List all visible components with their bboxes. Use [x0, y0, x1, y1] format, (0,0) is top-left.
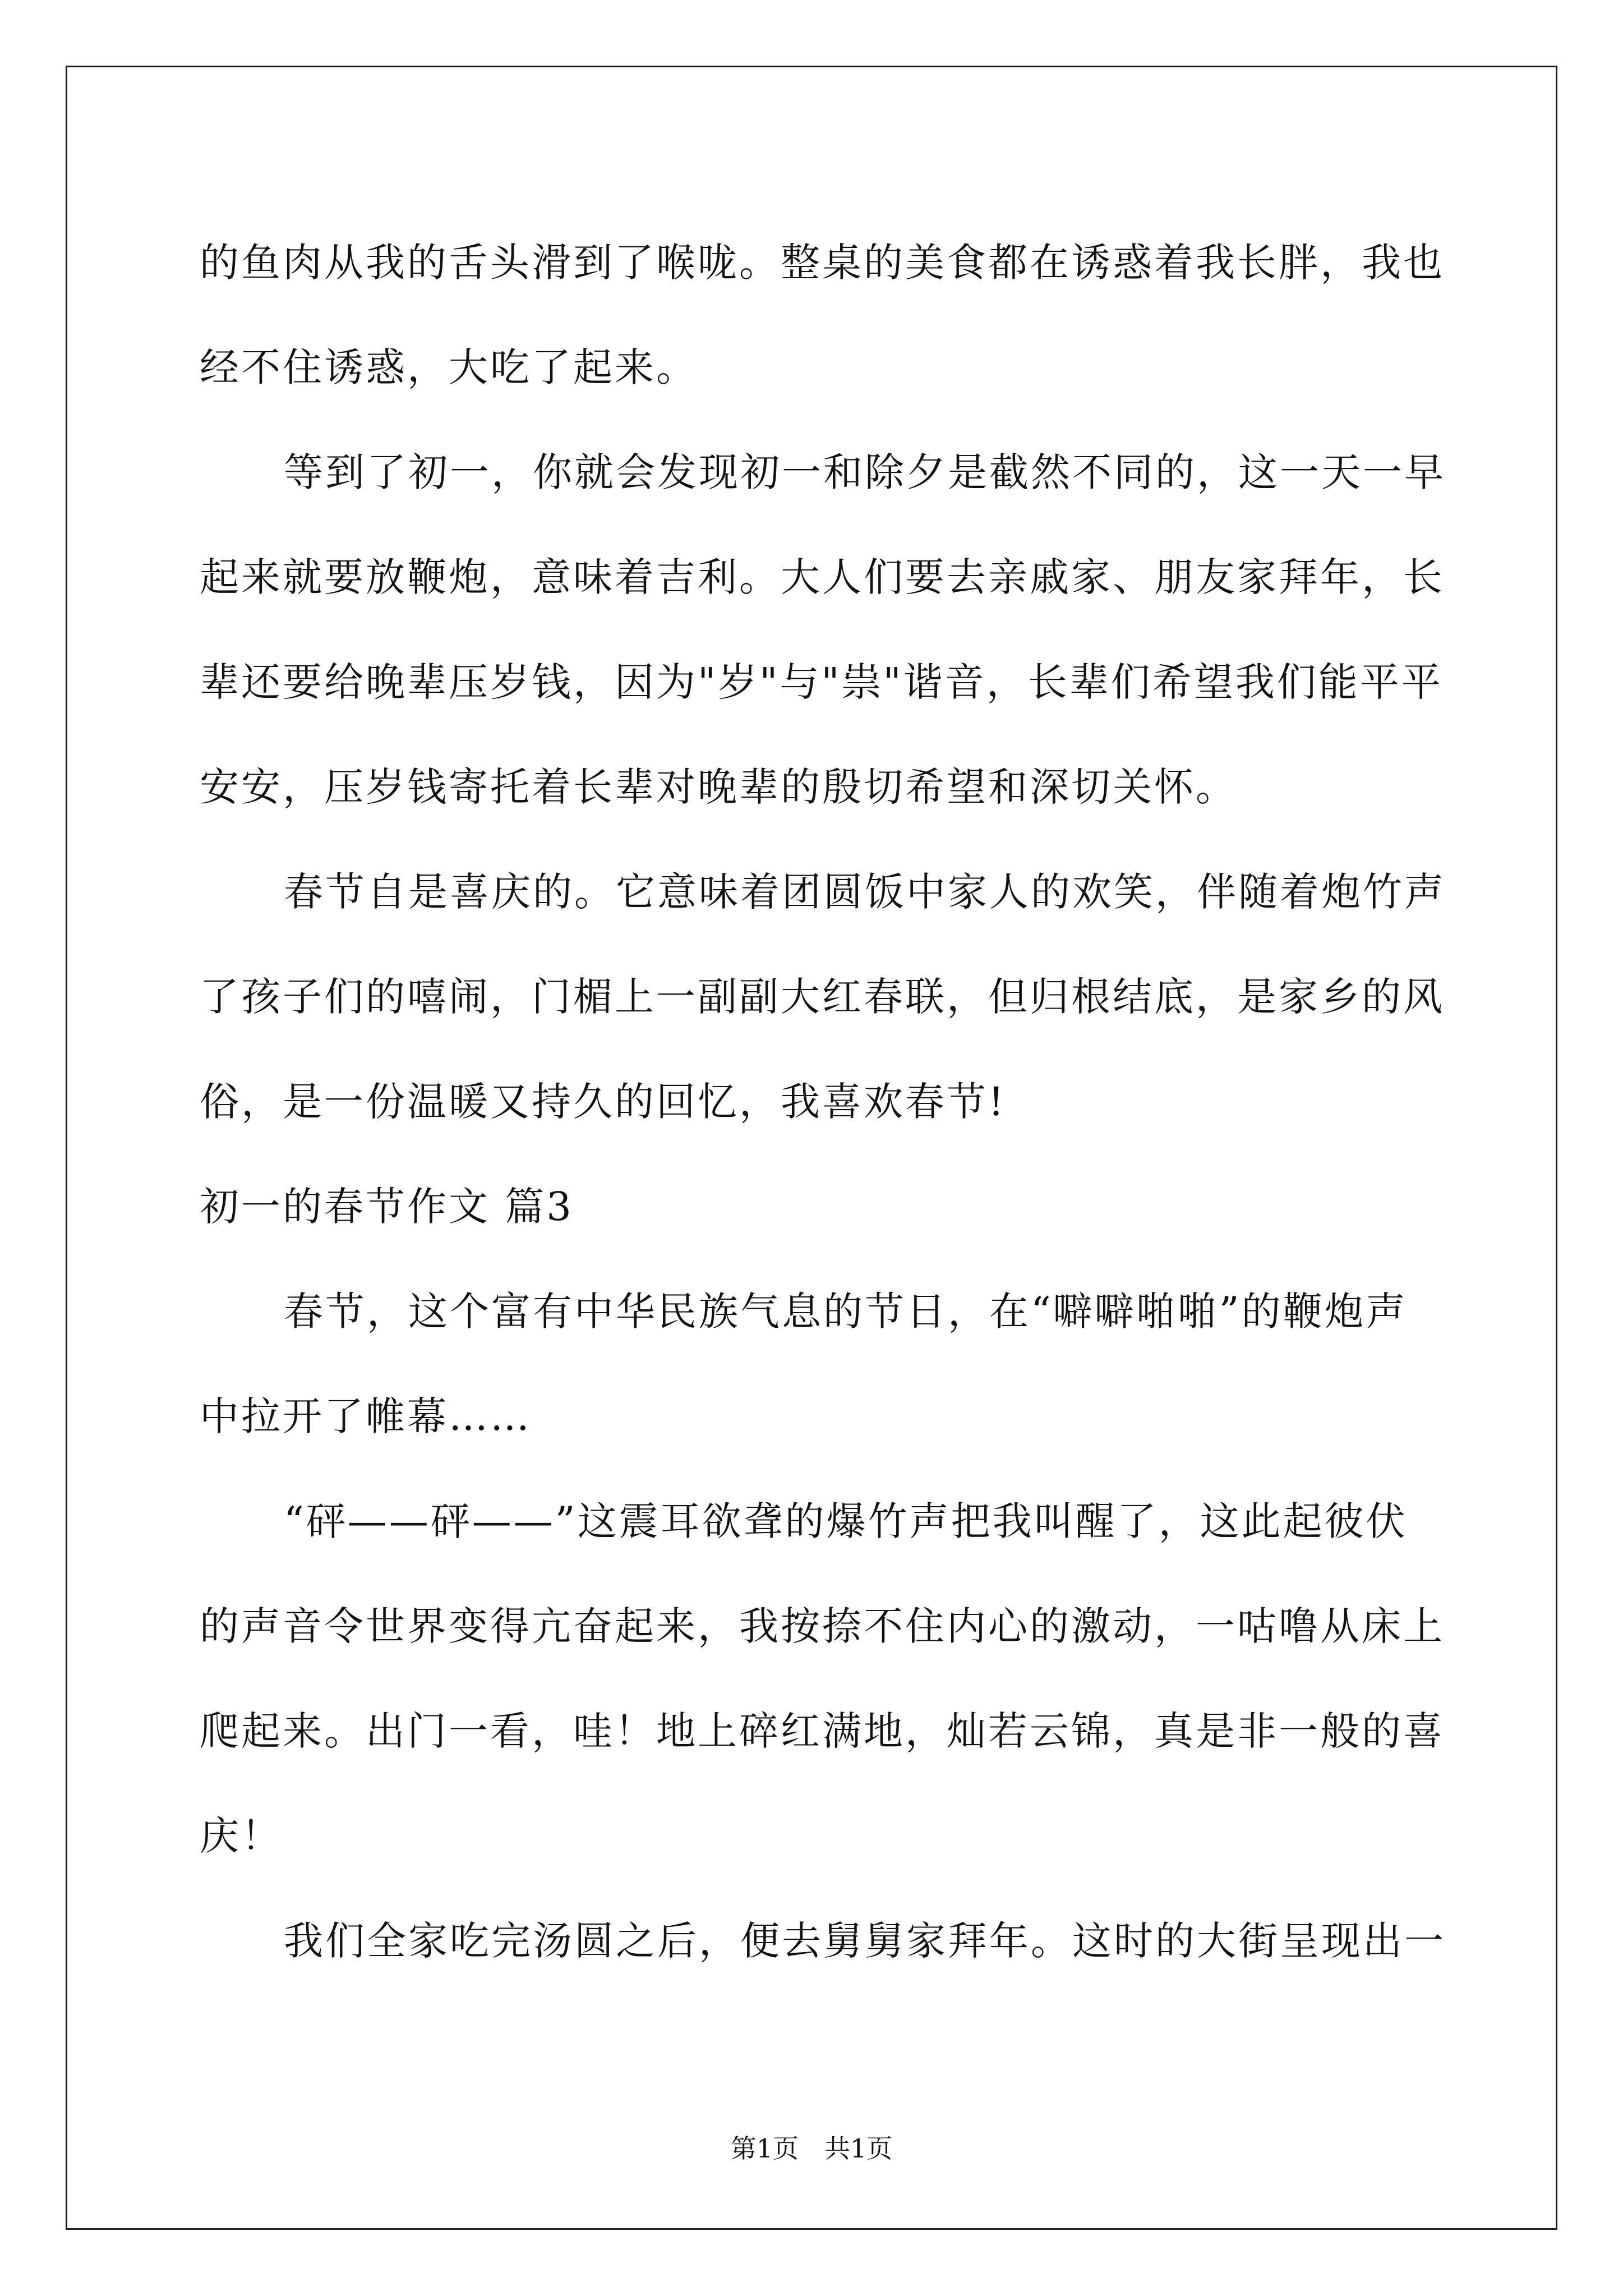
text-line-2: 经不住诱惑，大吃了起来。 [200, 344, 698, 390]
text-line-8: 了孩子们的嘻闹，门楣上一副副大红春联，但归根结底，是家乡的风 [200, 974, 1445, 1020]
text-line-9: 俗，是一份温暖又持久的回忆，我喜欢春节! [200, 1079, 1007, 1125]
text-line-1: 的鱼肉从我的舌头滑到了喉咙。整桌的美食都在诱惑着我长胖，我也 [200, 240, 1445, 286]
text-line-5: 辈还要给晚辈压岁钱，因为"岁"与"祟"谐音，长辈们希望我们能平平 [200, 659, 1443, 705]
paragraph-start-line: 春节，这个富有中华民族气息的节日，在“噼噼啪啪”的鞭炮声 [284, 1289, 1408, 1335]
paragraph-start-line: “砰——砰——”这震耳欲聋的爆竹声把我叫醒了，这此起彼伏 [284, 1498, 1408, 1544]
paragraph-start-line: 我们全家吃完汤圆之后，便去舅舅家拜年。这时的大街呈现出一 [284, 1918, 1446, 1964]
text-line-16: 庆！ [200, 1813, 283, 1859]
text-line-12: 中拉开了帷幕…… [200, 1393, 532, 1439]
paragraph-start-line: 等到了初一，你就会发现初一和除夕是截然不同的，这一天一早 [284, 449, 1446, 495]
section-heading: 初一的春节作文 篇3 [200, 1184, 574, 1230]
text-line-14: 的声音令世界变得亢奋起来，我按捺不住内心的激动，一咕噜从床上 [200, 1603, 1445, 1649]
paragraph-start-line: 春节自是喜庆的。它意味着团圆饭中家人的欢笑，伴随着炮竹声 [284, 869, 1446, 915]
text-line-6: 安安，压岁钱寄托着长辈对晚辈的殷切希望和深切关怀。 [200, 764, 1237, 810]
text-line-15: 爬起来。出门一看，哇！地上碎红满地，灿若云锦，真是非一般的喜 [200, 1708, 1445, 1754]
text-line-4: 起来就要放鞭炮，意味着吉利。大人们要去亲戚家、朋友家拜年，长 [200, 554, 1445, 600]
document-body [200, 210, 1446, 1994]
page-footer: 第1页 共1页 [730, 2133, 893, 2164]
